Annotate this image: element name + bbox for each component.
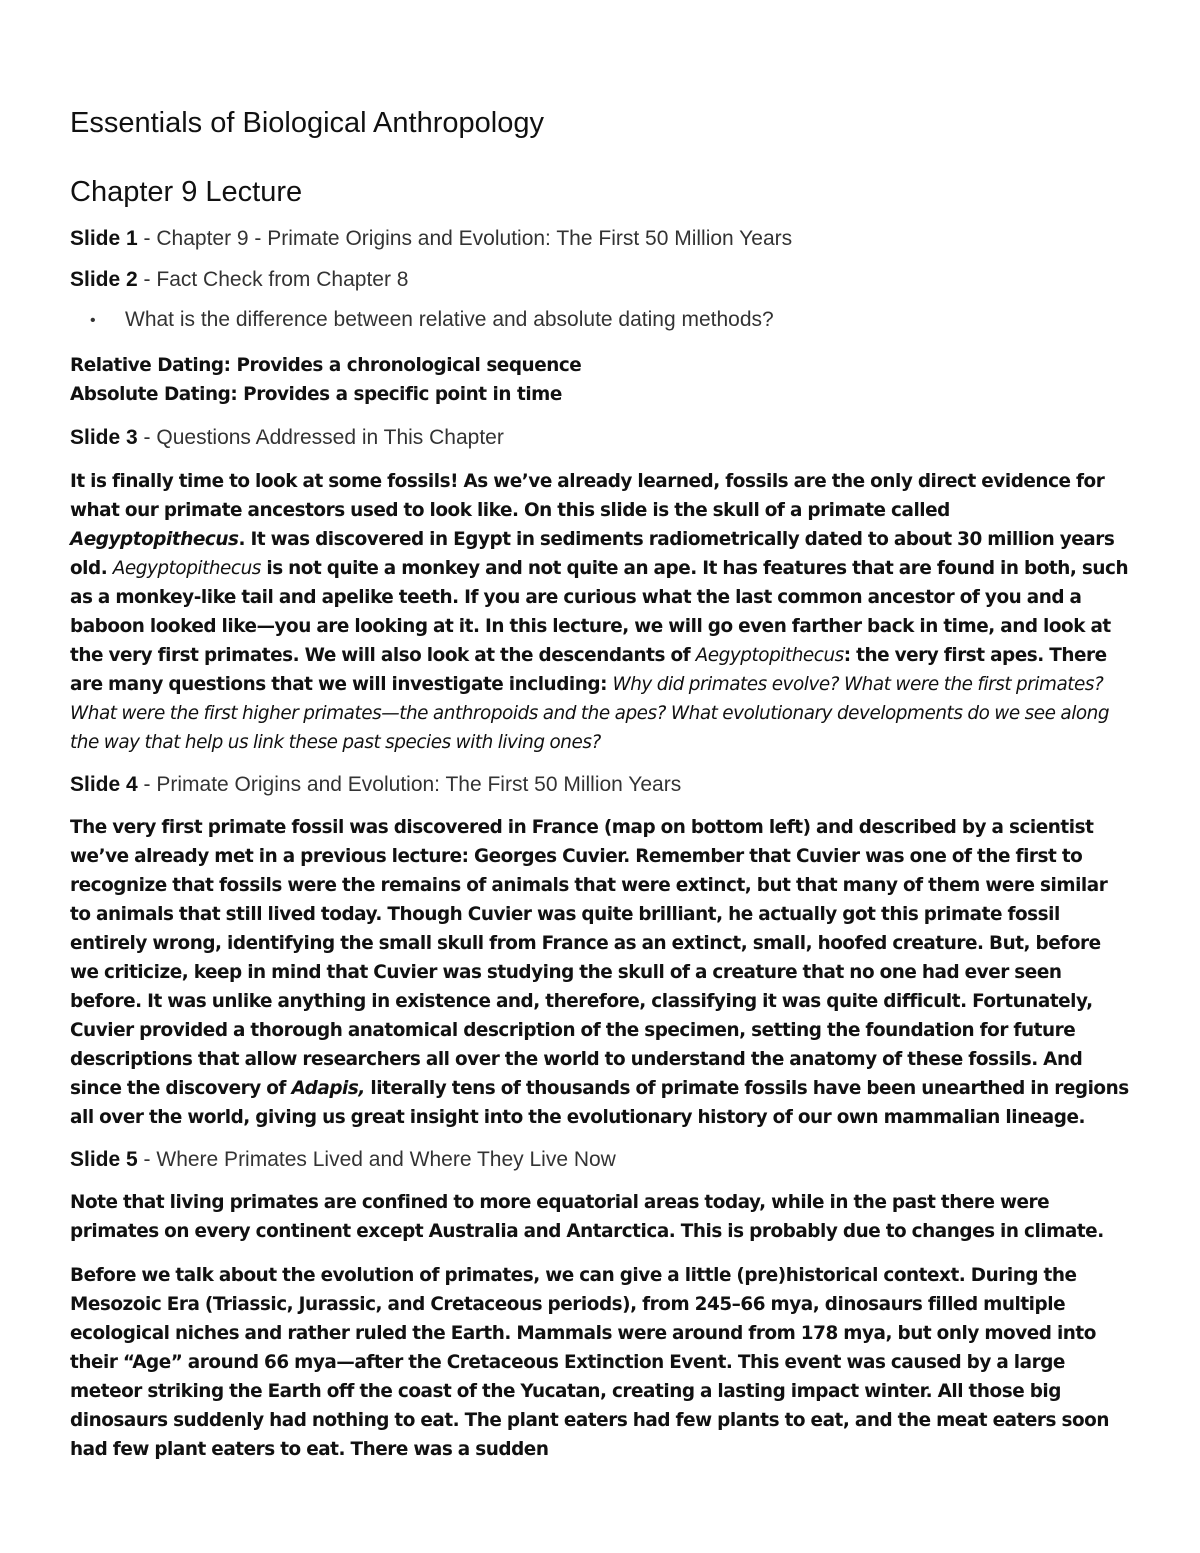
slide-3-text-2: . It was discovered in Egypt in sediments radiometrically dated to about 30 million years old. [70, 528, 1115, 579]
slide-3-dash: - [137, 426, 157, 450]
slide-3-term-3: Aegyptopithecus [695, 644, 844, 666]
slide-2-label: Slide 2 [70, 267, 138, 291]
slide-1-label: Slide 1 [70, 226, 138, 250]
chapter-title: Chapter 9 Lecture [70, 175, 303, 208]
slide-3-text-3: is not quite a monkey and not quite an ape. It has features that are found in both, such as a monkey-like tail and apelike teeth. If you are curious what the last common ancestor of you and a baboon looked like—you are looking at it. In this lecture, we will go even farther back in time, and look at the very first primates. We will also look at the descendants of [70, 557, 1129, 666]
slide-3-text-4: : the very first apes. There are many questions that we will investigate including: [70, 644, 1107, 695]
slide-3-questions: Why did primates evolve? What were the first primates? What were the first higher primates—the anthropoids and the apes? What evolutionary developments do we see along the way that help us link these past species with living ones? [70, 673, 1110, 753]
slide-2-dash: - [137, 267, 157, 291]
absolute-dating-definition: Absolute Dating: Provides a specific point in time [70, 384, 562, 406]
slide-3-heading [70, 425, 1130, 451]
slide-1-dash: - [137, 226, 157, 250]
slide-4-dash: - [137, 772, 157, 796]
slide-3-term-2: Aegyptopithecus [112, 557, 261, 579]
document-title: Essentials of Biological Anthropology [70, 107, 544, 139]
slide-3-paragraph [70, 467, 1130, 757]
bullet-icon: • [90, 312, 96, 330]
slide-5-heading [70, 1147, 1130, 1173]
slide-4-title: Primate Origins and Evolution: The First 50 Million Years [156, 772, 682, 796]
slide-3-title: Questions Addressed in This Chapter [156, 426, 504, 450]
slide-4-label: Slide 4 [70, 772, 138, 796]
slide-4-heading [70, 772, 1130, 798]
slide-4-text-1: The very first primate fossil was discovered in France (map on bottom left) and described by a scientist we’ve already met in a previous lecture: Georges Cuvier. Remember that Cuvier was one of the first to recognize that fossils were the remains of animals that were extinct, but that many of them were similar to animals that still lived today. Though Cuvier was quite brilliant, he actually got this primate fossil entirely wrong, identifying the small skull from France as an extinct, small, hoofed creature. But, before we criticize, keep in mind that Cuvier was studying the skull of a creature that no one had ever seen before. It was unlike anything in existence and, therefore, classifying it was quite difficult. Fortunately, Cuvier provided a thorough anatomical description of the specimen, setting the foundation for future descriptions that allow researchers all over the world to understand the anatomy of these fossils. And since the discovery of [70, 816, 1108, 1099]
document-page [70, 106, 1130, 1479]
slide-2-title: Fact Check from Chapter 8 [156, 267, 409, 291]
relative-dating-definition: Relative Dating: Provides a chronological sequence [70, 355, 582, 377]
slide-4-paragraph [70, 813, 1130, 1132]
slide-2-bullet-item [70, 307, 1130, 333]
slide-5-dash: - [137, 1147, 157, 1171]
slide-3-label: Slide 3 [70, 426, 138, 450]
slide-5-title: Where Primates Lived and Where They Live Now [156, 1147, 616, 1171]
slide-4-term-adapis: Adapis, [291, 1077, 365, 1099]
slide-1-heading [70, 226, 1130, 252]
slide-5-paragraph-2: Before we talk about the evolution of primates, we can give a little (pre)historical context. During the Mesozoic Era (Triassic, Jurassic, and Cretaceous periods), from 245–66 mya, dinosaurs filled multiple ecological niches and rather ruled the Earth. Mammals were around from 178 mya, but only moved into their “Age” around 66 mya—after the Cretaceous Extinction Event. This event was caused by a large meteor striking the Earth off the coast of the Yucatan, creating a lasting impact winter. All those big dinosaurs suddenly had nothing to eat. The plant eaters had few plants to eat, and the meat eaters soon had few plant eaters to eat. There was a sudden [70, 1265, 1110, 1461]
dating-definitions [70, 351, 1130, 409]
slide-5-label: Slide 5 [70, 1147, 138, 1171]
slide-3-text-1: It is finally time to look at some fossils! As we’ve already learned, fossils are the only direct evidence for what our primate ancestors used to look like. On this slide is the skull of a primate called [70, 470, 1105, 521]
slide-3-term-1: Aegyptopithecus [70, 528, 239, 550]
slide-2-bullet-text: What is the difference between relative and absolute dating methods? [125, 308, 774, 332]
slide-2-heading [70, 267, 1130, 293]
slide-5-paragraph-1: Note that living primates are confined to more equatorial areas today, while in the past there were primates on every continent except Australia and Antarctica. This is probably due to changes in climate. [70, 1192, 1104, 1243]
slide-2-bullet-list [70, 307, 1130, 333]
slide-1-title: Chapter 9 - Primate Origins and Evolution: The First 50 Million Years [156, 226, 793, 250]
slide-4-text-2: literally tens of thousands of primate fossils have been unearthed in regions all over the world, giving us great insight into the evolutionary history of our own mammalian lineage. [70, 1077, 1129, 1128]
